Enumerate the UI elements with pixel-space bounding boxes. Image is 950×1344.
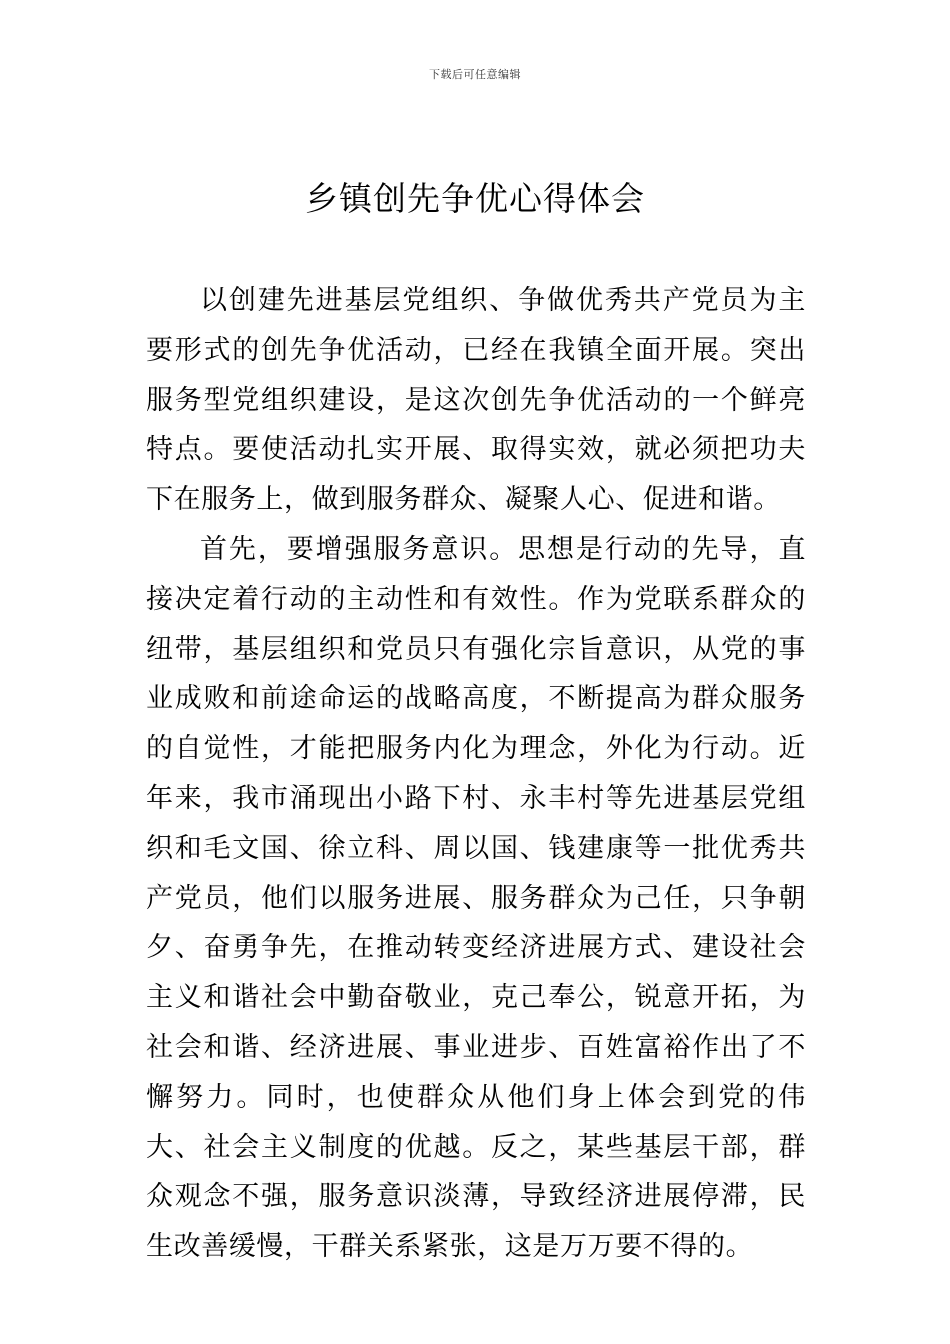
- document-body: [146, 276, 806, 1272]
- document-title: 乡镇创先争优心得体会: [305, 179, 645, 218]
- header-note: 下载后可任意编辑: [429, 68, 521, 81]
- paragraph-1: 以创建先进基层党组织、争做优秀共产党员为主要形式的创先争优活动，已经在我镇全面开展。突出服务型党组织建设，是这次创先争优活动的一个鲜亮特点。要使活动扎实开展、取得实效，就必须把功夫下在服务上，做到服务群众、凝聚人心、促进和谐。: [146, 285, 806, 516]
- paragraph-2: 首先，要增强服务意识。思想是行动的先导，直接决定着行动的主动性和有效性。作为党联系群众的纽带，基层组织和党员只有强化宗旨意识，从党的事业成败和前途命运的战略高度，不断提高为群众服务的自觉性，才能把服务内化为理念，外化为行动。近年来，我市涌现出小路下村、永丰村等先进基层党组织和毛文国、徐立科、周以国、钱建康等一批优秀共产党员，他们以服务进展、服务群众为己任，只争朝夕、奋勇争先，在推动转变经济进展方式、建设社会主义和谐社会中勤奋敬业，克己奉公，锐意开拓，为社会和谐、经济进展、事业进步、百姓富裕作出了不懈努力。同时，也使群众从他们身上体会到党的伟大、社会主义制度的优越。反之，某些基层干部，群众观念不强，服务意识淡薄，导致经济进展停滞，民生改善缓慢，干群关系紧张，这是万万要不得的。: [146, 533, 806, 1263]
